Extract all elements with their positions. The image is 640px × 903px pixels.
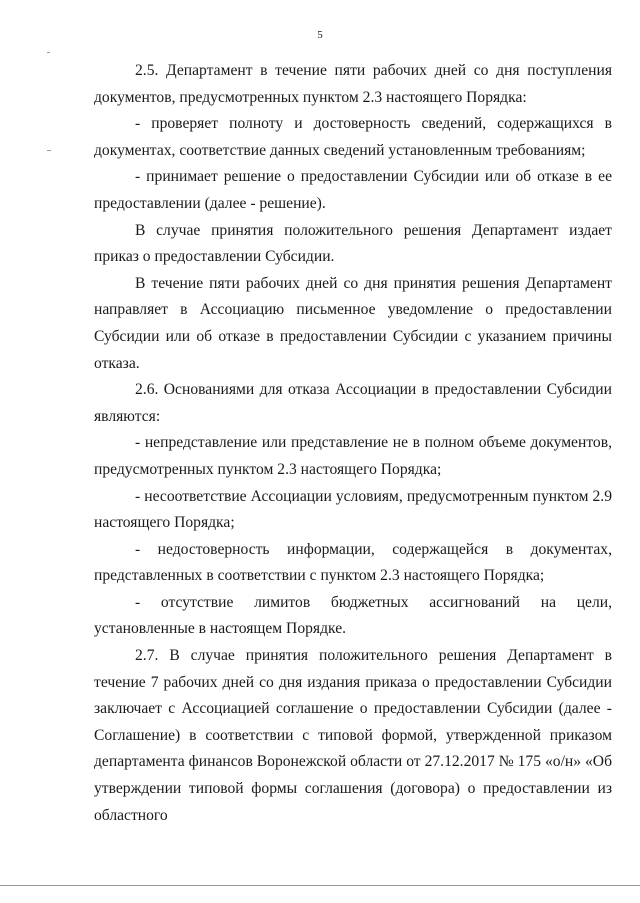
- document-body: [94, 58, 612, 829]
- paragraph-2-6: 2.6. Основаниями для отказа Ассоциации в предоставлении Субсидии являются:: [94, 381, 612, 425]
- page-bottom-edge: [0, 885, 640, 886]
- paragraph-notification: В течение пяти рабочих дней со дня принятия решения Департамент направляет в Ассоциацию письменное уведомление о предоставлении Субсидии или об отказе в предоставлении Субсидии с указанием причины отказа.: [94, 274, 612, 372]
- list-item-make-decision: - принимает решение о предоставлении Субсидии или об отказе в ее предоставлении (далее - решение).: [94, 168, 612, 212]
- paragraph-2-7: 2.7. В случае принятия положительного решения Департамент в течение 7 рабочих дней со дня издания приказа о предоставлении Субсидии заключает с Ассоциацией соглашение о предоставлении Субсидии (далее - Соглашение) в соответствии с типовой формой, утвержденной приказом департамента финансов Воронежской области от 27.12.2017 № 175 «о/н» «Об утверждении типовой формы соглашения (договора) о предоставлении из областного: [94, 647, 612, 824]
- list-item-nonconformity: - несоответствие Ассоциации условиям, предусмотренным пунктом 2.9 настоящего Порядка;: [94, 487, 612, 532]
- scan-mark: [47, 150, 51, 151]
- list-item-no-budget-limits: - отсутствие лимитов бюджетных ассигнований на цели, установленные в настоящем Порядке.: [94, 593, 612, 638]
- list-item-check-completeness: - проверяет полноту и достоверность сведений, содержащихся в документах, соответствие данных сведений установленным требованиям;: [94, 115, 612, 159]
- page-number: 5: [317, 29, 323, 41]
- scan-mark: [47, 52, 50, 53]
- list-item-unreliable-info: - недостоверность информации, содержащейся в документах, представленных в соответствии с пунктом 2.3 настоящего Порядка;: [94, 540, 612, 585]
- paragraph-positive-decision: В случае принятия положительного решения Департамент издает приказ о предоставлении Субсидии.: [94, 221, 612, 266]
- list-item-documents-missing: - непредставление или представление не в полном объеме документов, предусмотренных пунктом 2.3 настоящего Порядка;: [94, 434, 612, 478]
- paragraph-2-5: 2.5. Департамент в течение пяти рабочих дней со дня поступления документов, предусмотренных пунктом 2.3 настоящего Порядка:: [94, 62, 612, 106]
